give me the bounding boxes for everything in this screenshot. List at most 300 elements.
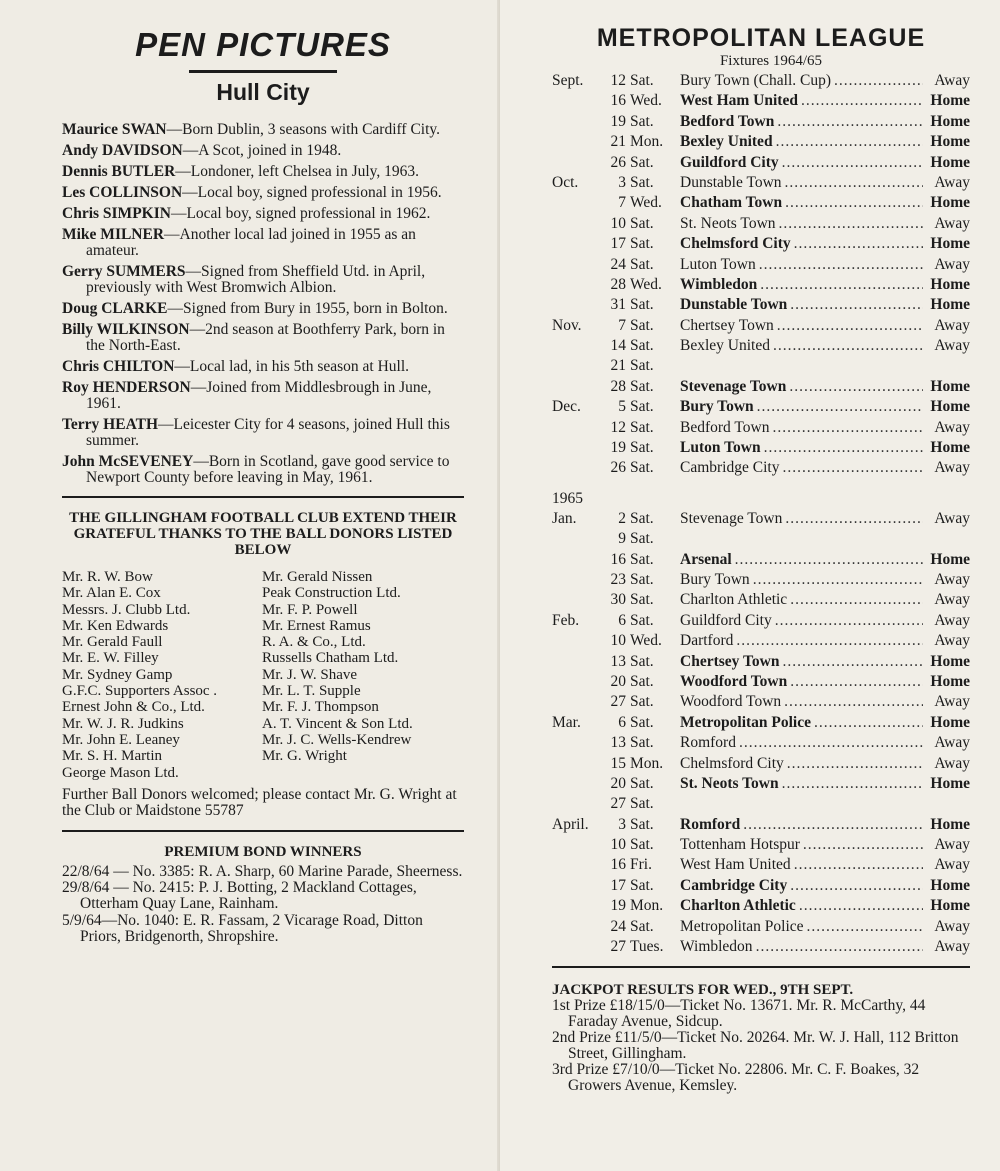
fixture-row <box>552 317 970 337</box>
donor-name: George Mason Ltd. <box>62 764 179 781</box>
fixture-opponent: West Ham United <box>680 856 791 874</box>
donor-name: Mr. J. C. Wells-Kendrew <box>262 731 412 748</box>
fixture-row <box>552 174 970 194</box>
fixture-day: 12 <box>610 418 626 436</box>
fixture-opponent-cell <box>680 612 926 630</box>
donor-name: G.F.C. Supporters Assoc . <box>62 683 218 700</box>
fixture-venue: Home <box>930 652 970 670</box>
fixture-row <box>552 816 970 836</box>
fixtures-subtitle: Fixtures 1964/65 <box>719 53 823 69</box>
leader-dots <box>736 632 923 650</box>
fixture-row <box>552 235 970 255</box>
fixture-opponent-cell <box>680 235 926 253</box>
donor-name: Mr. L. T. Supple <box>262 683 361 700</box>
fixture-weekday: Sat. <box>630 509 654 527</box>
fixture-opponent: Chatham Town <box>680 194 783 212</box>
fixture-venue: Away <box>934 255 970 273</box>
leader-dots <box>814 714 923 732</box>
fixture-weekday: Mon. <box>630 133 664 151</box>
fixture-weekday: Sat. <box>630 734 654 752</box>
player-name: John McSEVENEY <box>62 453 194 470</box>
fixture-weekday: Sat. <box>630 713 654 731</box>
fixture-day: 2 <box>618 509 626 527</box>
fixture-row <box>552 276 970 296</box>
fixture-row <box>552 653 970 673</box>
fixture-day: 19 <box>610 112 626 130</box>
fixture-row <box>552 918 970 938</box>
fixture-opponent: Arsenal <box>680 550 732 568</box>
fixture-venue: Home <box>930 713 970 731</box>
fixture-venue: Away <box>934 611 970 629</box>
fixture-day: 15 <box>610 754 626 772</box>
leader-dots <box>753 571 923 589</box>
fixture-day: 27 <box>610 795 626 813</box>
fixture-opponent: Charlton Athletic <box>680 591 788 609</box>
donor-name: Peak Construction Ltd. <box>262 585 401 602</box>
fixture-day: 3 <box>618 815 626 833</box>
fixture-row <box>552 378 970 398</box>
leader-dots <box>801 92 923 110</box>
fixture-opponent-cell <box>680 296 926 314</box>
fixture-opponent-cell <box>680 693 926 711</box>
fixture-weekday: Sat. <box>630 459 654 477</box>
divider <box>62 496 464 498</box>
donor-name: Mr. F. P. Powell <box>262 601 358 618</box>
fixture-venue: Away <box>934 917 970 935</box>
fixture-opponent: Charlton Athletic <box>680 897 796 915</box>
fixture-day: 26 <box>610 459 626 477</box>
fixture-opponent-cell <box>680 755 926 773</box>
donor-name: Mr. Alan E. Cox <box>62 585 161 602</box>
fixture-row <box>552 775 970 795</box>
fixture-month: Mar. <box>552 713 581 731</box>
fixture-weekday: Sat. <box>630 836 654 854</box>
fixture-opponent: Cambridge City <box>680 459 780 477</box>
donor-name: Mr. G. Wright <box>262 748 347 765</box>
fixture-opponent-cell <box>680 419 926 437</box>
player-description: —2nd season at Boothferry Park, born in the North-East. <box>86 321 445 354</box>
fixture-weekday: Sat. <box>630 316 654 334</box>
fixture-opponent-cell <box>680 653 926 671</box>
fixture-opponent: Romford <box>680 734 736 752</box>
fixture-opponent-cell <box>680 897 926 915</box>
fixture-day: 10 <box>610 836 626 854</box>
fixture-day: 13 <box>610 652 626 670</box>
fixture-venue: Away <box>934 509 970 527</box>
fixture-opponent: Dunstable Town <box>680 296 788 314</box>
donors-note: Further Ball Donors welcomed; please contact Mr. G. Wright at the Club or Maidstone 55787 <box>62 785 457 820</box>
fixture-weekday: Sat. <box>630 398 654 416</box>
player-description: —Born in Scotland, gave good service to Newport County before leaving in May, 1961. <box>86 453 450 486</box>
fixture-day: 16 <box>610 856 626 874</box>
leader-dots <box>743 816 923 834</box>
leader-dots <box>739 734 923 752</box>
leader-dots <box>735 551 923 569</box>
fixture-venue: Away <box>934 591 970 609</box>
player-name: Terry HEATH <box>62 416 159 433</box>
fixture-opponent: Luton Town <box>680 439 761 457</box>
fixture-weekday: Sat. <box>630 550 654 568</box>
fixture-row <box>552 256 970 276</box>
bond-winner: 22/8/64 — No. 3385: R. A. Sharp, 60 Marine Parade, Sheerness. <box>62 862 463 880</box>
player-entry <box>62 164 464 180</box>
fixture-row <box>552 296 970 316</box>
fixture-opponent-cell <box>680 215 926 233</box>
fixture-day: 27 <box>610 693 626 711</box>
fixture-venue: Away <box>934 72 970 89</box>
fixture-venue: Away <box>934 836 970 854</box>
fixture-weekday: Fri. <box>630 856 652 874</box>
fixture-venue: Home <box>930 92 970 110</box>
fixture-day: 28 <box>610 275 626 293</box>
fixture-row <box>552 551 970 571</box>
fixtures-list <box>552 72 970 480</box>
fixture-opponent: Metropolitan Police <box>680 917 804 935</box>
fixture-opponent-cell <box>680 378 926 396</box>
fixture-weekday: Sat. <box>630 235 654 253</box>
fixture-weekday: Sat. <box>630 795 654 813</box>
fixture-venue: Away <box>934 938 970 956</box>
fixture-weekday: Sat. <box>630 591 654 609</box>
player-description: —Londoner, left Chelsea in July, 1963. <box>175 163 420 180</box>
fixture-venue: Home <box>930 897 970 915</box>
premium-bond-list <box>62 864 464 945</box>
jackpot-heading: JACKPOT RESULTS FOR WED., 9TH SEPT. <box>552 982 854 999</box>
fixture-opponent-cell <box>680 317 926 335</box>
donors-column-2 <box>262 569 464 781</box>
fixture-weekday: Sat. <box>630 418 654 436</box>
fixture-row <box>552 398 970 418</box>
fixture-weekday: Mon. <box>630 754 664 772</box>
player-name: Roy HENDERSON <box>62 379 191 396</box>
leader-dots <box>773 337 923 355</box>
donors-list <box>62 569 464 781</box>
fixture-weekday: Sat. <box>630 917 654 935</box>
fixture-row <box>552 877 970 897</box>
fixture-venue: Home <box>930 235 970 253</box>
fixture-opponent: Woodford Town <box>680 693 782 711</box>
fixture-weekday: Sat. <box>630 72 654 89</box>
leader-dots <box>777 113 923 131</box>
donor-name: Mr. F. J. Thompson <box>262 699 379 716</box>
fixture-venue: Away <box>934 570 970 588</box>
leader-dots <box>790 296 923 314</box>
fixture-venue: Away <box>934 734 970 752</box>
fixture-opponent-cell <box>680 113 926 131</box>
fixture-opponent: Guildford City <box>680 611 772 629</box>
fixture-venue: Away <box>934 693 970 711</box>
fixture-opponent-cell <box>680 276 926 294</box>
leader-dots <box>834 72 923 90</box>
fixture-day: 7 <box>618 316 626 334</box>
fixture-weekday: Sat. <box>630 611 654 629</box>
fixture-day: 7 <box>618 194 626 212</box>
player-entry <box>62 143 464 159</box>
leader-dots <box>775 612 923 630</box>
fixture-opponent-cell <box>680 194 926 212</box>
divider <box>552 966 970 968</box>
jackpot-prize: 1st Prize £18/15/0—Ticket No. 13671. Mr. R. McCarthy, 44 Faraday Avenue, Sidcup. <box>552 997 926 1031</box>
fixture-opponent-cell <box>680 551 926 569</box>
fixture-opponent-cell <box>680 510 926 528</box>
donor-name: Mr. S. H. Martin <box>62 748 163 765</box>
fixture-day: 20 <box>610 774 626 792</box>
fixture-day: 19 <box>610 897 626 915</box>
fixture-opponent-cell <box>680 72 926 90</box>
jackpot-prize: 2nd Prize £11/5/0—Ticket No. 20264. Mr. W. J. Hall, 112 Britton Street, Gillingham. <box>552 1029 959 1063</box>
donor-name: Messrs. J. Clubb Ltd. <box>62 601 191 618</box>
donors-column-1 <box>62 569 262 781</box>
player-description: —Leicester City for 4 seasons, joined Hull this summer. <box>86 416 450 449</box>
fixture-weekday: Sat. <box>630 652 654 670</box>
player-description: —Signed from Bury in 1955, born in Bolton. <box>167 300 448 317</box>
fixture-month: Oct. <box>552 173 579 191</box>
fixture-opponent-cell <box>680 459 926 477</box>
jackpot-prize: 3rd Prize £7/10/0—Ticket No. 22806. Mr. C. F. Boakes, 32 Growers Avenue, Kemsley. <box>552 1061 920 1095</box>
player-description: —A Scot, joined in 1948. <box>182 142 342 159</box>
fixture-month: April. <box>552 815 589 833</box>
player-entry <box>62 417 464 449</box>
player-entry <box>62 454 464 486</box>
fixture-weekday: Sat. <box>630 815 654 833</box>
leader-dots <box>785 194 923 212</box>
donor-name: Mr. R. W. Bow <box>62 569 153 585</box>
fixture-day: 30 <box>610 591 626 609</box>
year-label: 1965 <box>552 489 583 507</box>
fixture-day: 10 <box>610 632 626 650</box>
fixture-opponent-cell <box>680 856 926 874</box>
fixture-venue: Home <box>930 439 970 457</box>
leader-dots <box>794 856 923 874</box>
fixture-venue: Away <box>934 173 970 191</box>
fixture-venue: Away <box>934 316 970 334</box>
leader-dots <box>756 938 923 956</box>
fixture-day: 21 <box>610 357 626 375</box>
fixture-opponent-cell <box>680 133 926 151</box>
fixture-day: 24 <box>610 255 626 273</box>
fixture-row <box>552 938 970 958</box>
fixture-weekday: Sat. <box>630 153 654 171</box>
fixture-row <box>552 755 970 775</box>
right-page <box>500 0 1000 1171</box>
fixture-day: 20 <box>610 672 626 690</box>
fixture-row <box>552 133 970 153</box>
fixture-opponent: Wimbledon <box>680 275 758 293</box>
player-name: Chris SIMPKIN <box>62 205 171 222</box>
leader-dots <box>759 256 923 274</box>
donor-name: Russells Chatham Ltd. <box>262 650 399 667</box>
donor-name: Mr. Sydney Gamp <box>62 666 173 683</box>
jackpot-prizes <box>552 998 970 1094</box>
fixture-weekday: Sat. <box>630 337 654 355</box>
fixture-opponent: Chertsey Town <box>680 316 774 334</box>
player-description: —Signed from Sheffield Utd. in April, previously with West Bromwich Albion. <box>86 263 426 296</box>
fixture-venue: Home <box>930 153 970 171</box>
fixture-day: 6 <box>618 713 626 731</box>
fixture-venue: Home <box>930 672 970 690</box>
player-entry <box>62 380 464 412</box>
fixture-opponent: Wimbledon <box>680 938 753 956</box>
fixture-day: 10 <box>610 214 626 232</box>
fixture-weekday: Sat. <box>630 357 654 375</box>
player-name: Mike MILNER <box>62 226 165 243</box>
fixture-row <box>552 714 970 734</box>
fixture-opponent: Bexley United <box>680 337 770 355</box>
fixture-venue: Away <box>934 754 970 772</box>
fixture-row <box>552 734 970 754</box>
player-entry <box>62 264 464 296</box>
leader-dots <box>760 276 923 294</box>
fixture-weekday: Sat. <box>630 173 654 191</box>
fixture-day: 28 <box>610 377 626 395</box>
player-entry <box>62 227 464 259</box>
leader-dots <box>779 215 923 233</box>
fixture-opponent-cell <box>680 92 926 110</box>
player-entry <box>62 301 464 317</box>
fixture-opponent: Woodford Town <box>680 672 788 690</box>
fixture-weekday: Sat. <box>630 439 654 457</box>
fixture-weekday: Sat. <box>630 570 654 588</box>
fixture-opponent: Bury Town <box>680 398 754 416</box>
fixture-opponent-cell <box>680 938 926 956</box>
fixture-venue: Home <box>930 774 970 792</box>
fixture-row <box>552 632 970 652</box>
leader-dots <box>784 693 923 711</box>
donor-name: Mr. J. W. Shave <box>262 666 358 683</box>
fixture-opponent-cell <box>680 174 926 192</box>
fixture-opponent: Bury Town <box>680 570 750 588</box>
fixture-row <box>552 113 970 133</box>
leader-dots <box>785 510 923 528</box>
bond-winner: 5/9/64—No. 1040: E. R. Fassam, 2 Vicarage Road, Ditton Priors, Bridgenorth, Shropshire. <box>62 911 423 946</box>
fixture-row <box>552 795 970 815</box>
player-description: —Local boy, signed professional in 1956. <box>182 184 442 201</box>
fixture-month: Sept. <box>552 72 584 89</box>
fixture-day: 17 <box>610 235 626 253</box>
leader-dots <box>787 755 923 773</box>
fixture-venue: Home <box>930 815 970 833</box>
fixture-venue: Away <box>934 856 970 874</box>
leader-dots <box>794 235 923 253</box>
player-name: Andy DAVIDSON <box>62 142 183 159</box>
fixture-venue: Away <box>934 459 970 477</box>
fixture-opponent: Stevenage Town <box>680 509 783 527</box>
fixture-opponent-cell <box>680 877 926 895</box>
fixture-venue: Home <box>930 398 970 416</box>
leader-dots <box>799 897 923 915</box>
fixture-row <box>552 72 970 92</box>
fixture-day: 3 <box>618 173 626 191</box>
donor-name: Mr. Ernest Ramus <box>262 617 371 634</box>
fixture-day: 14 <box>610 337 626 355</box>
fixture-row <box>552 673 970 693</box>
fixture-opponent: Chelmsford City <box>680 754 784 772</box>
fixture-row <box>552 897 970 917</box>
fixture-day: 13 <box>610 734 626 752</box>
fixture-weekday: Tues. <box>630 938 664 956</box>
fixture-opponent: Stevenage Town <box>680 377 787 395</box>
fixture-weekday: Sat. <box>630 255 654 273</box>
fixture-weekday: Sat. <box>630 112 654 130</box>
leader-dots <box>764 439 923 457</box>
fixture-row <box>552 612 970 632</box>
fixture-day: 16 <box>610 550 626 568</box>
donor-name: A. T. Vincent & Son Ltd. <box>262 715 413 732</box>
player-entry <box>62 185 464 201</box>
fixture-row <box>552 530 970 550</box>
fixture-day: 24 <box>610 917 626 935</box>
fixture-row <box>552 510 970 530</box>
leader-dots <box>782 154 923 172</box>
fixture-row <box>552 571 970 591</box>
donor-name: Mr. E. W. Filley <box>62 650 159 667</box>
leader-dots <box>790 877 923 895</box>
donor-name: Mr. W. J. R. Judkins <box>62 715 184 732</box>
player-description: —Another local lad joined in 1955 as an amateur. <box>86 226 416 259</box>
fixture-month: Feb. <box>552 611 580 629</box>
fixture-opponent: St. Neots Town <box>680 774 779 792</box>
fixture-opponent-cell <box>680 714 926 732</box>
fixture-opponent: Chelmsford City <box>680 235 791 253</box>
fixture-opponent-cell <box>680 673 926 691</box>
fixture-opponent-cell <box>680 337 926 355</box>
fixture-weekday: Sat. <box>630 530 654 548</box>
fixture-row <box>552 439 970 459</box>
fixture-venue: Away <box>934 632 970 650</box>
fixture-row <box>552 154 970 174</box>
fixture-row <box>552 337 970 357</box>
fixture-weekday: Sat. <box>630 693 654 711</box>
fixture-opponent-cell <box>680 571 926 589</box>
player-name: Gerry SUMMERS <box>62 263 186 280</box>
fixture-venue: Away <box>934 214 970 232</box>
player-name: Dennis BUTLER <box>62 163 176 180</box>
fixture-weekday: Sat. <box>630 876 654 894</box>
fixture-opponent: Dartford <box>680 632 734 650</box>
leader-dots <box>777 317 923 335</box>
leader-dots <box>803 836 923 854</box>
fixture-row <box>552 419 970 439</box>
fixture-opponent: Chertsey Town <box>680 652 780 670</box>
fixture-row <box>552 357 970 377</box>
fixture-venue: Home <box>930 377 970 395</box>
donor-name: Mr. Ken Edwards <box>62 617 169 634</box>
fixture-opponent-cell <box>680 918 926 936</box>
fixture-opponent-cell <box>680 816 926 834</box>
fixture-venue: Home <box>930 550 970 568</box>
fixture-row <box>552 459 970 479</box>
fixture-weekday: Sat. <box>630 296 654 314</box>
fixture-row <box>552 194 970 214</box>
fixture-opponent: Bedford Town <box>680 112 775 130</box>
fixture-day: 19 <box>610 439 626 457</box>
fixture-venue: Home <box>930 275 970 293</box>
fixture-opponent: Tottenham Hotspur <box>680 836 800 854</box>
fixture-opponent-cell <box>680 775 926 793</box>
player-name: Chris CHILTON <box>62 358 175 375</box>
fixture-day: 23 <box>610 570 626 588</box>
fixture-opponent: Bury Town (Chall. Cup) <box>680 72 832 89</box>
leader-dots <box>790 673 923 691</box>
fixture-month: Jan. <box>552 509 577 527</box>
leader-dots <box>789 378 923 396</box>
player-name: Billy WILKINSON <box>62 321 190 338</box>
leader-dots <box>782 459 923 477</box>
donor-name: R. A. & Co., Ltd. <box>262 634 366 651</box>
leader-dots <box>772 419 923 437</box>
fixture-row <box>552 693 970 713</box>
donor-name: Mr. Gerald Faull <box>62 634 163 651</box>
